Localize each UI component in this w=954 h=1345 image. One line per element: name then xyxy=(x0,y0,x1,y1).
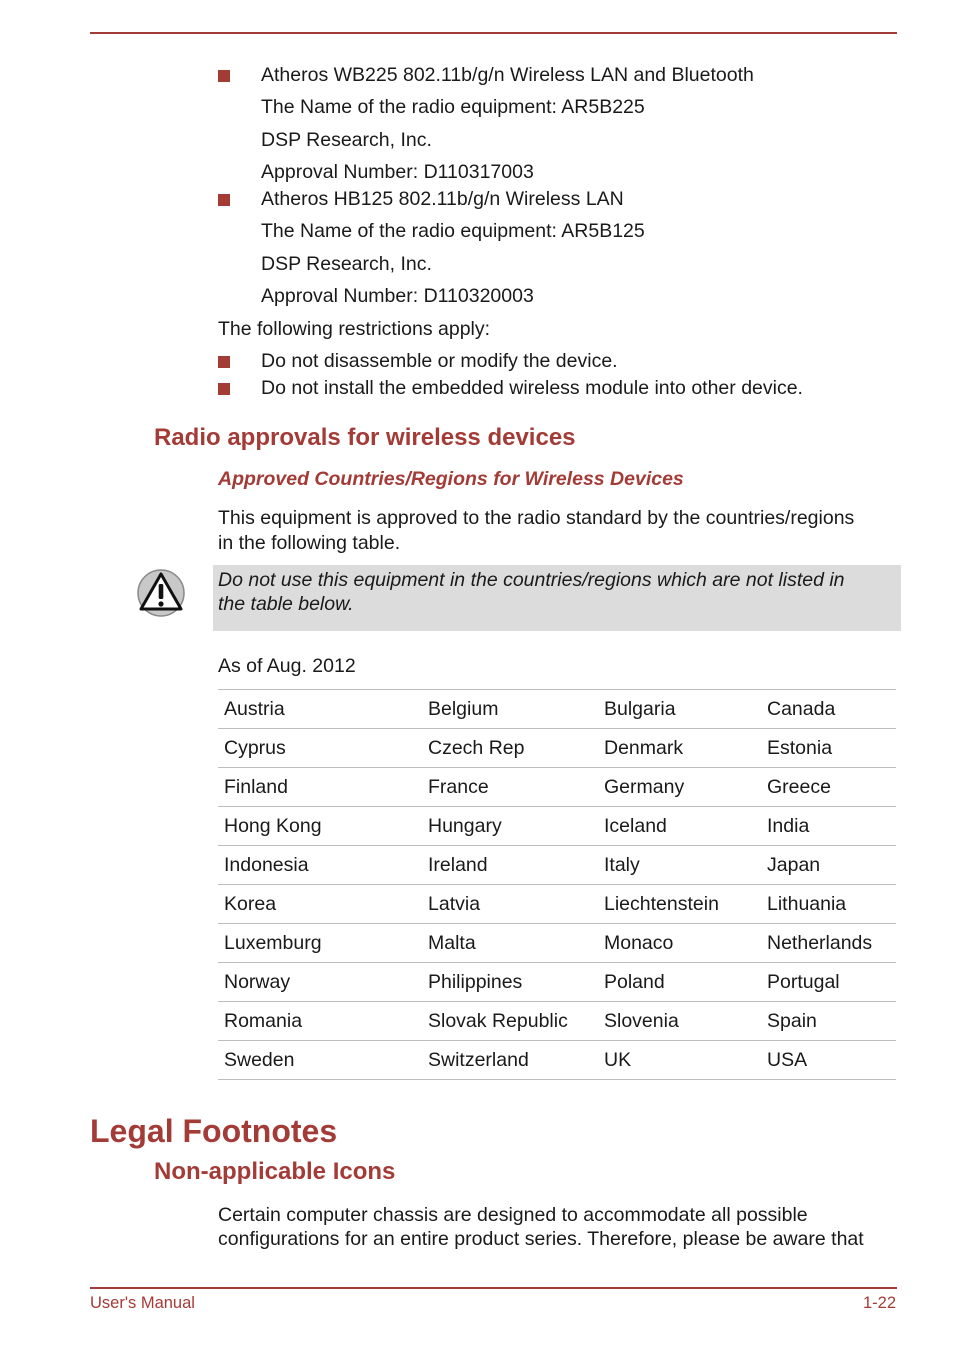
subheading-approved-countries: Approved Countries/Regions for Wireless Devices xyxy=(218,468,684,490)
bullet-square xyxy=(218,356,230,368)
table-cell: Germany xyxy=(598,768,761,807)
paragraph-line: This equipment is approved to the radio standard by the countries/regions xyxy=(218,507,855,529)
list-item-detail: DSP Research, Inc. xyxy=(261,253,432,275)
table-cell: Bulgaria xyxy=(598,690,761,729)
table-cell: India xyxy=(761,807,896,846)
table-cell: Malta xyxy=(422,924,598,963)
warning-note-text xyxy=(218,568,888,616)
page-heading-legal-footnotes: Legal Footnotes xyxy=(90,1113,338,1149)
section-heading-radio-approvals: Radio approvals for wireless devices xyxy=(154,424,576,451)
table-cell: Slovak Republic xyxy=(422,1002,598,1041)
table-cell: Estonia xyxy=(761,729,896,768)
table-row xyxy=(218,924,896,963)
countries-table xyxy=(218,689,896,1080)
table-cell: France xyxy=(422,768,598,807)
table-row xyxy=(218,1002,896,1041)
list-item-detail: The Name of the radio equipment: AR5B125 xyxy=(261,220,645,242)
table-row xyxy=(218,1041,896,1080)
table-row xyxy=(218,807,896,846)
table-cell: Ireland xyxy=(422,846,598,885)
bullet-square xyxy=(218,70,230,82)
table-cell: Korea xyxy=(218,885,422,924)
table-cell: Monaco xyxy=(598,924,761,963)
table-cell: Finland xyxy=(218,768,422,807)
list-item-title: Atheros HB125 802.11b/g/n Wireless LAN xyxy=(261,188,624,210)
table-cell: Czech Rep xyxy=(422,729,598,768)
table-cell: Belgium xyxy=(422,690,598,729)
footer-rule xyxy=(90,1287,897,1289)
table-cell: Poland xyxy=(598,963,761,1002)
bullet-square xyxy=(218,194,230,206)
table-cell: Japan xyxy=(761,846,896,885)
table-row xyxy=(218,963,896,1002)
list-item-detail: The Name of the radio equipment: AR5B225 xyxy=(261,96,645,118)
warning-note-line: the table below. xyxy=(218,593,354,615)
footer-page-number: 1-22 xyxy=(862,1294,896,1312)
restriction-text: Do not disassemble or modify the device. xyxy=(261,350,618,372)
table-cell: Liechtenstein xyxy=(598,885,761,924)
table-cell: Romania xyxy=(218,1002,422,1041)
table-cell: UK xyxy=(598,1041,761,1080)
table-cell: Norway xyxy=(218,963,422,1002)
table-cell: Latvia xyxy=(422,885,598,924)
table-cell: Philippines xyxy=(422,963,598,1002)
bullet-square xyxy=(218,383,230,395)
header-rule xyxy=(90,32,897,34)
paragraph-line: configurations for an entire product series. Therefore, please be aware that xyxy=(218,1228,864,1250)
table-cell: Portugal xyxy=(761,963,896,1002)
table-cell: Denmark xyxy=(598,729,761,768)
footer-manual-title: User's Manual xyxy=(90,1294,195,1312)
paragraph-line: Certain computer chassis are designed to accommodate all possible xyxy=(218,1204,808,1226)
section-heading-non-applicable-icons: Non-applicable Icons xyxy=(154,1158,396,1185)
table-cell: Spain xyxy=(761,1002,896,1041)
paragraph-line: in the following table. xyxy=(218,532,401,554)
restriction-text: Do not install the embedded wireless module into other device. xyxy=(261,377,803,399)
table-cell: Iceland xyxy=(598,807,761,846)
list-item-detail: Approval Number: D110317003 xyxy=(261,161,534,183)
table-row xyxy=(218,729,896,768)
warning-note xyxy=(213,565,901,631)
table-cell: USA xyxy=(761,1041,896,1080)
table-cell: Sweden xyxy=(218,1041,422,1080)
restrictions-intro: The following restrictions apply: xyxy=(218,318,491,340)
table-cell: Netherlands xyxy=(761,924,896,963)
table-cell: Luxemburg xyxy=(218,924,422,963)
table-cell: Greece xyxy=(761,768,896,807)
list-item-detail: Approval Number: D110320003 xyxy=(261,285,534,307)
as-of-date: As of Aug. 2012 xyxy=(218,655,356,677)
list-item-title: Atheros WB225 802.11b/g/n Wireless LAN and Bluetooth xyxy=(261,64,754,86)
table-row xyxy=(218,885,896,924)
table-cell: Italy xyxy=(598,846,761,885)
table-cell: Austria xyxy=(218,690,422,729)
table-cell: Indonesia xyxy=(218,846,422,885)
table-row xyxy=(218,768,896,807)
warning-note-line: Do not use this equipment in the countries/regions which are not listed in xyxy=(218,569,845,591)
table-cell: Hungary xyxy=(422,807,598,846)
table-cell: Hong Kong xyxy=(218,807,422,846)
table-cell: Slovenia xyxy=(598,1002,761,1041)
table-cell: Lithuania xyxy=(761,885,896,924)
table-row xyxy=(218,690,896,729)
warning-triangle-icon xyxy=(136,567,186,617)
table-cell: Cyprus xyxy=(218,729,422,768)
table-cell: Switzerland xyxy=(422,1041,598,1080)
list-item-detail: DSP Research, Inc. xyxy=(261,129,432,151)
table-cell: Canada xyxy=(761,690,896,729)
table-row xyxy=(218,846,896,885)
